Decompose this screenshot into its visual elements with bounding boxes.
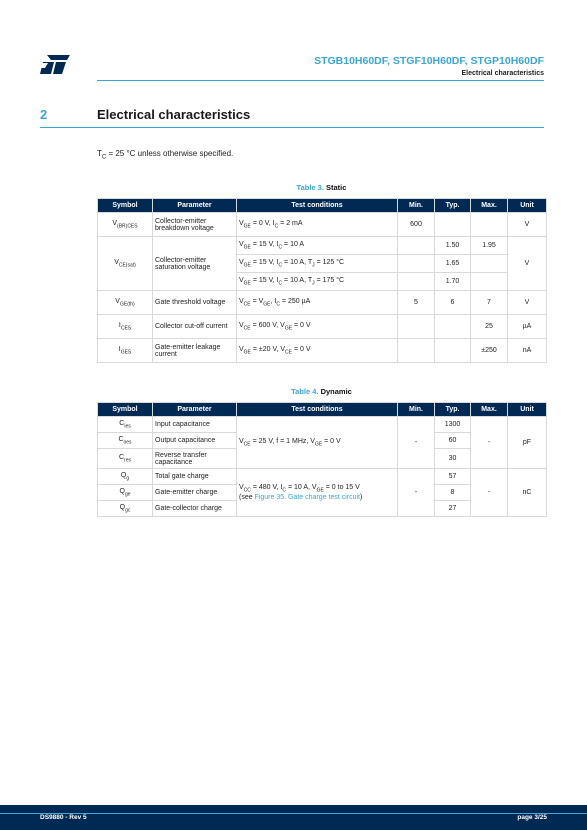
- test-conditions-cell: $V_{CE} = 600$ V, $V_{GE} = 0$ V: [237, 315, 398, 339]
- test-conditions-cell: $V_{CE} = 25$ V, f = 1 MHz, $V_{GE} = 0$ V: [237, 417, 398, 469]
- table4-caption-number[interactable]: Table 4.: [291, 387, 319, 396]
- test-conditions-cell: $V_{CE} = V_{GE}$, $I_C = 250$ µA: [237, 291, 398, 315]
- test-conditions-cell: $V_{GE} = 15$ V, $I_C = 10$ A, $T_J = 125$ °C: [237, 255, 398, 273]
- table-dynamic: [97, 402, 547, 517]
- parameter-cell: Output capacitance: [153, 433, 237, 449]
- parameter-cell: Gate-emitter leakage current: [153, 339, 237, 363]
- symbol-cell: $I_{CES}$: [98, 315, 153, 339]
- conditions-note: $T_C = 25$ °C unless otherwise specified.: [97, 149, 234, 161]
- max-cell: -: [471, 469, 508, 517]
- test-conditions-cell: $V_{GE} = 15$ V, $I_C = 10$ A, $T_J = 175$ °C: [237, 273, 398, 291]
- footer-rule: [0, 813, 587, 814]
- min-cell: 5: [398, 291, 435, 315]
- st-logo: [40, 55, 70, 74]
- symbol-cell: $V_{(BR)CES}$: [98, 213, 153, 237]
- section-title: Electrical characteristics: [97, 107, 251, 122]
- symbol-cell: $Q_{ge}$: [98, 485, 153, 501]
- max-cell: ±250: [471, 339, 508, 363]
- parameter-cell: Input capacitance: [153, 417, 237, 433]
- column-header: Max.: [471, 403, 508, 417]
- typ-cell: 1.65: [435, 255, 471, 273]
- column-header: Unit: [508, 403, 547, 417]
- footer-doc-id: DS9880 - Rev 5: [40, 814, 87, 821]
- symbol-cell: $C_{ies}$: [98, 417, 153, 433]
- column-header: Symbol: [98, 403, 153, 417]
- column-header: Parameter: [153, 403, 237, 417]
- parameter-cell: Collector-emitter breakdown voltage: [153, 213, 237, 237]
- column-header: Max.: [471, 199, 508, 213]
- min-cell: [398, 273, 435, 291]
- header-rule: [97, 80, 544, 81]
- table-row: [98, 469, 547, 485]
- parameter-cell: Gate-emitter charge: [153, 485, 237, 501]
- table3-caption-name: Static: [326, 183, 347, 192]
- max-cell: [471, 255, 508, 273]
- typ-cell: [435, 339, 471, 363]
- min-cell: -: [398, 469, 435, 517]
- test-conditions-cell: $V_{GE} = 0$ V, $I_C = 2$ mA: [237, 213, 398, 237]
- table4-caption-name: Dynamic: [320, 387, 352, 396]
- parameter-cell: Total gate charge: [153, 469, 237, 485]
- unit-cell: µA: [508, 315, 547, 339]
- unit-cell: nA: [508, 339, 547, 363]
- max-cell: 7: [471, 291, 508, 315]
- parameter-cell: Gate-collector charge: [153, 501, 237, 517]
- table-row: [98, 339, 547, 363]
- unit-cell: nC: [508, 469, 547, 517]
- max-cell: -: [471, 417, 508, 469]
- min-cell: [398, 255, 435, 273]
- typ-cell: 6: [435, 291, 471, 315]
- symbol-cell: $Q_g$: [98, 469, 153, 485]
- table-row: [98, 291, 547, 315]
- typ-cell: 30: [435, 449, 471, 469]
- parameter-cell: Gate threshold voltage: [153, 291, 237, 315]
- section-number: 2: [40, 107, 48, 122]
- typ-cell: 1.50: [435, 237, 471, 255]
- typ-cell: [435, 315, 471, 339]
- table-row: [98, 237, 547, 255]
- column-header: Unit: [508, 199, 547, 213]
- typ-cell: 1.70: [435, 273, 471, 291]
- test-conditions-cell: $V_{GE} = 15$ V, $I_C = 10$ A: [237, 237, 398, 255]
- footer-page-number: page 3/25: [517, 814, 547, 821]
- symbol-cell: $C_{oes}$: [98, 433, 153, 449]
- symbol-cell: $Q_{gc}$: [98, 501, 153, 517]
- column-header: Parameter: [153, 199, 237, 213]
- footer-bar: [0, 805, 587, 830]
- column-header: Symbol: [98, 199, 153, 213]
- min-cell: [398, 315, 435, 339]
- document-title: STGB10H60DF, STGF10H60DF, STGP10H60DF: [314, 55, 544, 67]
- max-cell: 1.95: [471, 237, 508, 255]
- typ-cell: [435, 213, 471, 237]
- unit-cell: pF: [508, 417, 547, 469]
- table-row: [98, 213, 547, 237]
- typ-cell: 1300: [435, 417, 471, 433]
- symbol-cell: $V_{CE(sat)}$: [98, 237, 153, 291]
- min-cell: 600: [398, 213, 435, 237]
- typ-cell: 27: [435, 501, 471, 517]
- symbol-cell: $V_{GE(th)}$: [98, 291, 153, 315]
- typ-cell: 57: [435, 469, 471, 485]
- table-static: [97, 198, 547, 363]
- column-header: Typ.: [435, 199, 471, 213]
- test-conditions-cell: $V_{CC} = 480$ V, $I_C = 10$ A, $V_{GE} = 0$ to 15 V (see Figure 35. Gate charge test circuit): [237, 469, 398, 517]
- parameter-cell: Collector cut-off current: [153, 315, 237, 339]
- parameter-cell: Reverse transfer capacitance: [153, 449, 237, 469]
- figure-link[interactable]: Figure 35. Gate charge test circuit: [254, 493, 360, 501]
- section-rule: [40, 127, 544, 128]
- max-cell: [471, 273, 508, 291]
- table-row: [98, 315, 547, 339]
- column-header: Test conditions: [237, 403, 398, 417]
- unit-cell: V: [508, 291, 547, 315]
- min-cell: [398, 237, 435, 255]
- parameter-cell: Collector-emitter saturation voltage: [153, 237, 237, 291]
- test-conditions-cell: $V_{GE} = \pm 20$ V, $V_{CE} = 0$ V: [237, 339, 398, 363]
- unit-cell: V: [508, 213, 547, 237]
- min-cell: [398, 339, 435, 363]
- typ-cell: 60: [435, 433, 471, 449]
- table3-caption-number[interactable]: Table 3.: [296, 183, 324, 192]
- table3-caption: [97, 183, 546, 192]
- unit-cell: V: [508, 237, 547, 291]
- column-header: Min.: [398, 403, 435, 417]
- column-header: Min.: [398, 199, 435, 213]
- min-cell: -: [398, 417, 435, 469]
- table3-header-row: [98, 199, 547, 213]
- typ-cell: 8: [435, 485, 471, 501]
- max-cell: 25: [471, 315, 508, 339]
- symbol-cell: $C_{res}$: [98, 449, 153, 469]
- max-cell: [471, 213, 508, 237]
- column-header: Typ.: [435, 403, 471, 417]
- header-section-name: Electrical characteristics: [461, 70, 544, 77]
- table4-caption: [97, 387, 546, 396]
- column-header: Test conditions: [237, 199, 398, 213]
- table-row: [98, 417, 547, 433]
- table4-header-row: [98, 403, 547, 417]
- symbol-cell: $I_{GES}$: [98, 339, 153, 363]
